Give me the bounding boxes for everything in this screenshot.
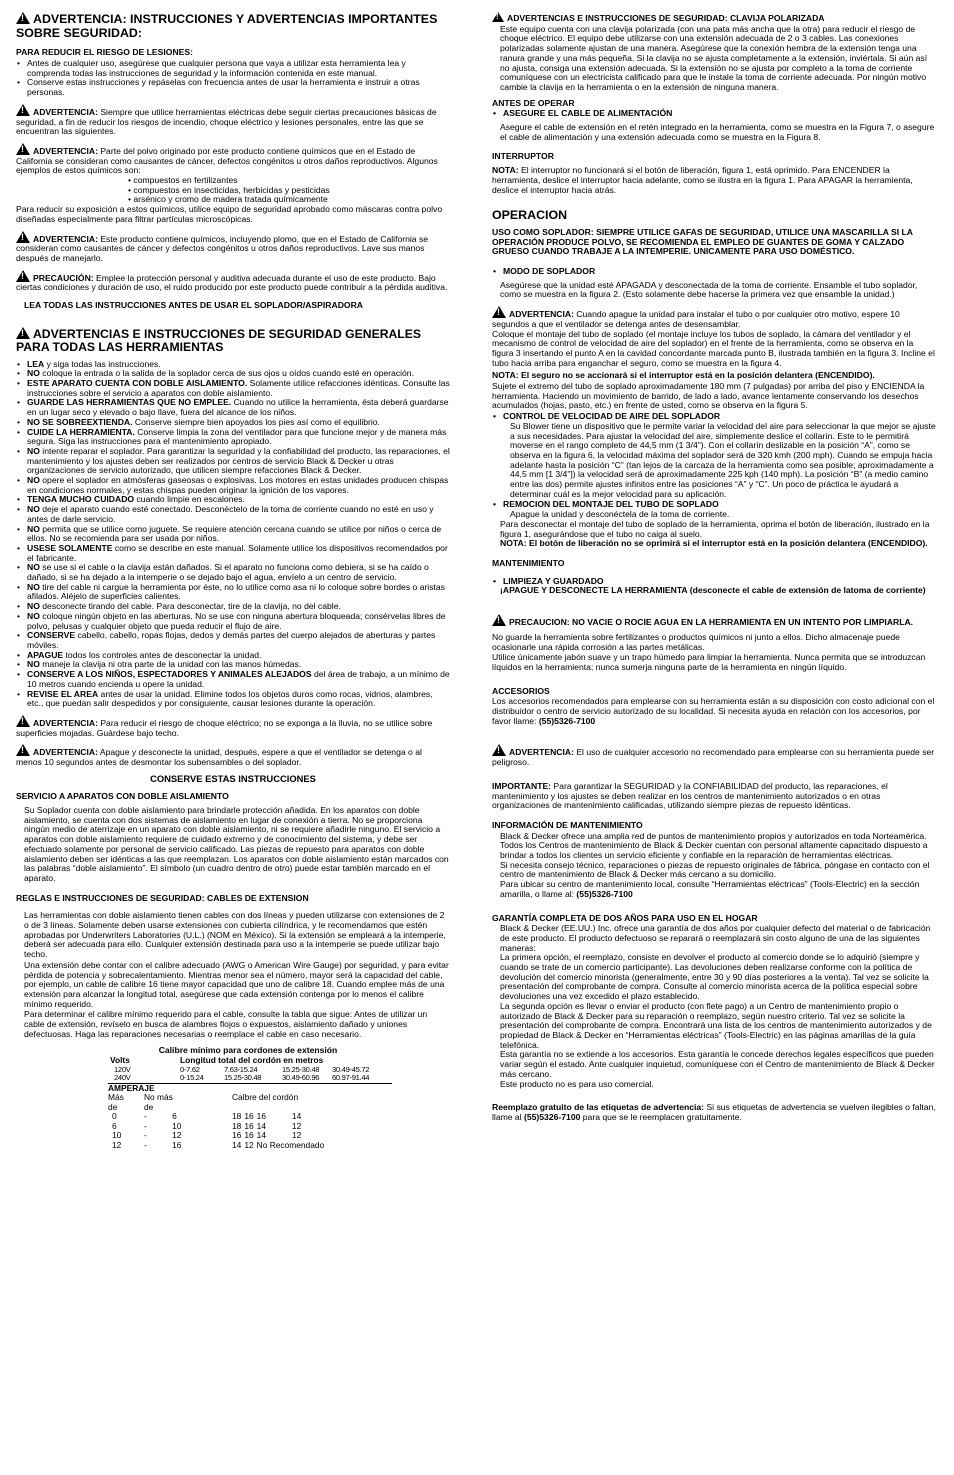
list-item: • NO maneje la clavija ni otra parte de la unidad con las manos húmedas. [16, 660, 450, 670]
list-item: • compuestos en fertilizantes [128, 175, 238, 186]
warning-2: !ADVERTENCIA: Parte del polvo originado por este producto contiene químicos que en el Estado de California se consideran como causantes de cáncer, defectos congénitos u otros daños reproductivos. Algunos ejemplos de estos químicos son: • compuestos en fertilizantes • compuestos en insecticidas, herbicidas y pesticidas • arsénico y cromo de madera tratada químicamente Para reducir su exposición a estos químicos, utilice equipo de seguridad aprobado como máscaras contra polvo diseñadas especialmente para filtrar partículas microscópicas. [16, 143, 450, 225]
table-cell: 30.49-45.72 [332, 1064, 370, 1074]
list-item: • compuestos en insecticidas, herbicidas y pesticidas [128, 184, 330, 195]
table-cell: 12 [291, 1130, 302, 1141]
table-cell: 16 [244, 1130, 254, 1141]
secure-cord-text: Asegure el cable de extensión en el retén integrado en la herramienta, como se muestra en la Figura 7, o asegure el cable de alimentación y una extensión adecuada como se muestra en la Figura 8. [500, 122, 935, 142]
list-item: • NO coloque la entrada o la salida de la soplador cerca de sus ojos u oídos cuando esté en operación. [16, 369, 450, 379]
read-all-notice: LEA TODAS LAS INSTRUCCIONES ANTES DE USAR EL SOPLADOR/ASPIRADORA [24, 300, 364, 311]
list-item: • LEA y siga todas las instrucciones. [16, 360, 450, 370]
warranty-title: GARANTÍA COMPLETA DE DOS AÑOS PARA USO EN EL HOGAR [492, 912, 758, 923]
gauge-label: Calbre del cordón [232, 1092, 299, 1103]
removal-text-2: Para desconectar el montaje del tubo de soplado de la herramienta, oprima el botón de liberación, ilustrado en la figura 1, asegurándose que el tubo no caiga al suelo. [500, 518, 930, 539]
table-cell: - [144, 1111, 147, 1122]
extension-cord-p1: Las herramientas con doble aislamiento tienen cables con dos líneas y pueden utilizarse con extensiones de 2 o de 3 líneas. Solamente deben usarse extensiones con cubierta cilíndrica, y le recomendamos que estén aprobadas por Underwriters Laboratories (U.L.) (NOM en México). Si la extensión se empleará a la intemperie, deberá ser adecuada para ello. Cualquier extensión destinada para uso a la intemperie se puede utilizar bajo techo. [24, 910, 446, 960]
general-warnings-list [16, 360, 450, 709]
table-cell: - [144, 1139, 147, 1150]
warning-3: !ADVERTENCIA: Este producto contiene químicos, incluyendo plomo, que en el Estado de California se consideran como causantes de cáncer y defectos congénitos u otros daños reproductivos. Lave sus manos después de manejarlo. [16, 231, 450, 264]
warranty-p5: Este producto no es para uso comercial. [500, 1078, 654, 1089]
table-cell: 6 [172, 1111, 177, 1122]
warranty-p3: La segunda opción es llevar o enviar el producto (con flete pago) a un Centro de mantenimiento propio o autorizado de Black & Decker para su reparación o reemplazo, según nuestro criterio. Tal vez se solicite la presentación del comprobante de compra. Encontrará una lista de los centros de mantenimiento autorizados y de propiedad de Black & Decker en “Herramientas eléctricas” (Tools-Electric) en las páginas amarillas de la guía telefónica. [500, 1000, 932, 1050]
table-cell [327, 1141, 330, 1150]
cleaning-title: • LIMPIEZA Y GUARDADO [492, 577, 936, 587]
blower-mode-title: • MODO DE SOPLADOR [492, 267, 936, 277]
speed-control-title: • CONTROL DE VELOCIDAD DE AIRE DEL SOPLADOR [492, 412, 936, 422]
table-cell: 0-7.62 [180, 1064, 200, 1074]
amperage-header: AMPERAJE [108, 1082, 155, 1093]
warning-2-after: Para reducir su exposición a estos químicos, utilice equipo de seguridad aprobado como máscaras contra polvo diseñadas especialmente para filtrar partículas microscópicas. [16, 204, 443, 224]
blower-mode-list [492, 267, 936, 277]
service-info-p3: Para ubicar su centro de mantenimiento local, consulte “Herramientas eléctricas” (Tools-Electric) en la sección amarilla, o llame al: (55)5326-7100 [500, 879, 920, 899]
table-cell: 15.25-30.48 [282, 1064, 320, 1074]
table-cell: 7.63-15.24 [224, 1064, 258, 1074]
table-cell: 16 [172, 1139, 182, 1150]
speed-control-list [492, 412, 936, 422]
list-item: • NO coloque ningún objeto en las aberturas. No se use con ninguna abertura bloqueada; consérvelas libres de polvo, pelusas y cualquier objeto que pueda reducir el flujo de aire. [16, 612, 450, 631]
double-insulation-title: SERVICIO A APARATOS CON DOBLE AISLAMIENTO [16, 791, 229, 802]
table-cell: 16 [256, 1111, 266, 1122]
warning-7: !ADVERTENCIA: El uso de cualquier accesorio no recomendado para emplearse con su herramienta puede ser peligroso. [492, 744, 936, 767]
table-cell: 14 [256, 1120, 266, 1131]
table-cell: 18 [232, 1120, 242, 1131]
cleaning-list [492, 577, 936, 587]
more-than-label: Más [108, 1092, 124, 1103]
list-item: • CUIDE LA HERRAMIENTA. Conserve limpia la zona del ventilador para que funcione mejor y de manera más segura. Siga las instrucciones para el mantenimiento apropiado. [16, 428, 450, 447]
accessories-text: Los accesorios recomendados para emplearse con su herramienta están a su disposición con costo adicional con el distribuidor o centro de servicio autorizado de su localidad. Si necesita ayuda en relación con los accesorios, por favor llame: (55)5326-7100 [492, 696, 935, 726]
extension-cord-p3: Para determinar el calibre mínimo requerido para el cable, consulte la tabla que sigue: Antes de utilizar un cable de extensión, revíselo en busca de alambres flojos o expuestos, aislamiento dañado y uniones defectuosas. Haga las reparaciones necesarias o reemplace el cable en caso necesario. [24, 1009, 428, 1039]
operation-heading: OPERACION [492, 208, 568, 223]
removal-note: NOTA: El botón de liberación no se oprimirá si el interruptor está en la posición delantera (ENCENDIDO). [500, 538, 928, 549]
warning-triangle-icon [16, 270, 30, 282]
warning-triangle-icon [492, 12, 504, 22]
assembly-text: Coloque el montaje del tubo de soplado (el montaje incluye los tubos de soplado, la cámara del ventilador y el mecanismo de control de velocidad de aire del soplador) en el frente de la herramienta, como se observa en la figura 3 insertando el punto A en la cavidad concordante marcada punto B, ilustrada también en la figura 3. Incline el tubo hacia arriba para enganchar el seguro, como se muestra en la figura 4. [492, 328, 935, 368]
storage-text: No guarde la herramienta sobre fertilizantes o productos químicos ni junto a ellos. Dicho almacenaje puede ocasionarle una rápida corrosión a las partes metálicas. [492, 631, 900, 652]
precaution-2: !PRECAUCION: NO VACIE O ROCIE AGUA EN LA HERRAMIENTA EN UN INTENTO POR LIMPIARLA. [492, 614, 936, 628]
table-cell: - [144, 1120, 147, 1131]
table-cell: 14 [291, 1111, 302, 1122]
list-item: • NO tire del cable ni cargue la herramienta por éste, no lo utilice como asa ni lo coloque sobre bordes o aristas afilados. Aléjelo de superficies calientes. [16, 583, 450, 602]
table-cell: 120V [114, 1064, 131, 1074]
list-item: • NO permita que se utilice como juguete. Se requiere atención cercana cuando se utilice por niños o cerca de ellos. No se recomienda para ser usada por niños. [16, 525, 450, 544]
table-cell: 16 [244, 1120, 254, 1131]
warning-triangle-icon [16, 744, 30, 756]
blower-mode-text: Asegúrese que la unidad esté APAGADA y desconectada de la toma de corriente. Ensamble el tubo soplador, como se muestra en la figura 2. (Esto solamente debe hacerse la primera vez que ensamble la unidad.) [500, 279, 918, 300]
table-cell: 14 [256, 1130, 266, 1141]
warning-triangle-icon [16, 104, 30, 116]
no-more-than-label: No más [144, 1092, 173, 1103]
warranty-p1: Black & Decker (EE.UU.) Inc. ofrece una garantía de dos años por cualquier defecto del material o de fabricación de este producto. El producto defectuoso se reparará o reemplazará sin costo alguno de una de las siguientes maneras: [500, 923, 931, 953]
list-item: • NO desconecte tirando del cable. Para desconectar, tire de la clavija, no del cable. [16, 602, 450, 612]
list-item: • USESE SOLAMENTE como se describe en este manual. Solamente utilice los dispositivos recomendados por el fabricante. [16, 544, 450, 563]
right-column [492, 12, 936, 1123]
double-insulation-section [16, 792, 450, 883]
warning-1: !ADVERTENCIA: Siempre que utilice herramientas eléctricas debe seguir ciertas precauciones básicas de seguridad, a fin de reducir los riesgos de incendio, choque eléctrico y lesiones personales, entre las que se encuentran las siguientes. [16, 104, 450, 137]
table-cell: 12 [244, 1139, 254, 1150]
double-insulation-text: Su Soplador cuenta con doble aislamiento para brindarle protección añadida. En los aparatos con doble aislamiento, se cuenta con dos sistemas de aislamiento en lugar de conexión a tierra. No se proporciona ningún medio de aterrizaje en un aparato con doble aislamiento, ni se requiere añadirle ninguno. El servicio a aparatos con doble aislamiento requiere de cuidado extremo y de conocimiento del sistema, y debe ser efectuado solamente por personal de servicio calificado. Las piezas de repuesto para aparatos con doble aislamiento deben ser idénticas a las que reemplazan. Los aparatos con doble aislamiento están marcados con las palabras “doble aislamiento”. El símbolo (un cuadro dentro de otro) puede estar también marcado en el aparato. [24, 805, 449, 883]
general-warnings-heading: !ADVERTENCIAS E INSTRUCCIONES DE SEGURIDAD GENERALES PARA TODAS LAS HERRAMIENTAS [16, 327, 450, 355]
warning-triangle-icon [492, 614, 506, 626]
table-cell: 60.97-91.44 [332, 1073, 370, 1083]
extension-cord-p2: Una extensión debe contar con el calibre adecuado (AWG o American Wire Gauge) por seguridad, y para evitar pérdida de potencia y sobrecalentamiento. Mientras menor sea el número, mayor será la capacidad del cable, por ejemplo, un cable de calibre 16 tiene mayor capacidad que uno de calibre 18. Cuando emplee más de una extensión para alcanzar la longitud total, asegúrese que cada extensión contenga por lo menos el calibre mínimo requerido. [24, 959, 449, 1009]
removal-list [492, 500, 936, 510]
list-item: • CONSERVE cabello, cabello, ropas flojas, dedos y demás partes del cuerpo alejados de aberturas y partes móviles. [16, 631, 450, 650]
table-cell: 6 [112, 1120, 117, 1131]
reduce-risk-list [16, 59, 450, 98]
before-operating-title: ANTES DE OPERAR [492, 97, 575, 108]
list-item: • NO opere el soplador en atmósferas gaseosas o explosivas. Los motores en estas unidades producen chispas en condiciones normales, y estas chispas pueden originar la ignición de los vapores. [16, 476, 450, 495]
polarized-plug-title: !ADVERTENCIAS E INSTRUCCIONES DE SEGURIDAD: CLAVIJA POLARIZADA [492, 12, 936, 24]
warranty-p4: Esta garantía no se extiende a los accesorios. Esta garantía le concede derechos legales específicos que pueden variar según el estado. Ante cualquier inquietud, comuníquese con el Centro de mantenimiento de Black & Decker más cercano. [500, 1049, 935, 1079]
extension-cord-section [16, 894, 450, 1040]
table-cell: - [144, 1130, 147, 1141]
blower-use-notice: USO COMO SOPLADOR: SIEMPRE UTILICE GAFAS DE SEGURIDAD, UTILICE UNA MASCARILLA SI LA OPERACIÓN PRODUCE POLVO, SE RECOMIENDA EL EMPLEO DE GUANTES DE GOMA Y CALZADO GRUESO CUANDO TRABAJE A LA INTEMPERIE. UNICAMENTE PARA USO DOMÉSTICO. [492, 226, 913, 257]
warning-4: !ADVERTENCIA: Para reducir el riesgo de choque eléctrico; no se exponga a la lluvia, no se utilice sobre superficies mojadas. Guárdese bajo techo. [16, 715, 450, 738]
table-cell: 14 [232, 1139, 242, 1150]
volts-header: Volts [110, 1055, 130, 1066]
length-header: Longitud total del cordón en metros [180, 1055, 324, 1066]
voltage-table [110, 1056, 372, 1083]
table-cell: 12 [291, 1120, 302, 1131]
warning-triangle-icon [16, 231, 30, 243]
table-cell: 240V [114, 1073, 131, 1083]
secure-cord-list [492, 109, 936, 119]
amperage-table: AMPERAJE Más de No más de Calbre del cordón 0 - 6 18 16 16 14 6 - 10 18 16 14 12 10 - 12 16 16 14 12 12 - 16 14 12 No Recomendado [108, 1084, 330, 1150]
conserve-heading: CONSERVE ESTAS INSTRUCCIONES [150, 772, 316, 784]
reduce-risk-title: PARA REDUCIR EL RIESGO DE LESIONES: [16, 47, 193, 58]
table-cell: 16 [232, 1130, 242, 1141]
service-info-title: INFORMACIÓN DE MANTENIMIENTO [492, 819, 643, 830]
removal-text-1: Apague la unidad y desconéctela de la toma de corriente. [510, 509, 730, 520]
list-item: • NO deje el aparato cuando esté conectado. Desconéctelo de la toma de corriente cuando no esté en uso y antes de darle servicio. [16, 505, 450, 524]
warning-triangle-icon [16, 12, 30, 24]
polarized-plug-text: Este equipo cuenta con una clavija polarizada (con una pata más ancha que la otra) para reducir el riesgo de choque eléctrico. El equipo debe utilizarse con una extensión adecuada de 2 o 3 cables. Las conexiones polarizadas solamente ajustan de una manera. Asegúrese que la conexión hembra de la extensión tenga una ranura grande y una más pequeña. Si la clavija no se ajusta completamente a la extensión, inviértala. Si aún así no ajusta, consiga una extensión adecuada. Si la extensión no se ajusta por completo a la toma de corriente comuníquese con un electricista calificado para que le instale la toma de corriente adecuada. Por ningún motivo cambie la clavija en la herramienta o en la extensión de ninguna manera. [500, 23, 928, 92]
table-cell: 12 [112, 1139, 122, 1150]
label-replacement: Reemplazo gratuito de las etiquetas de advertencia: Si sus etiquetas de advertencia se vuelven ilegibles o faltan, llame al (55)5326-7100 para que se le reemplacen gratuitamente. [492, 1102, 936, 1122]
list-item: • NO SE SOBREEXTIENDA. Conserve siempre bien apoyados los pies así como el equilibrio. [16, 418, 450, 428]
list-item: • Antes de cualquier uso, asegúrese que cualquier persona que vaya a utilizar esta herramienta lea y comprenda todas las instrucciones de seguridad y la información contenida en este manual. [16, 59, 450, 78]
table-row [108, 1141, 330, 1150]
list-item: • Conserve estas instrucciones y repáselas con frecuencia antes de usar la herramienta e instruir a otras personas. [16, 78, 450, 97]
hold-tube-text: Sujete el extremo del tubo de soplado aproximadamente 180 mm (7 pulgadas) por arriba del piso y ENCIENDA la herramienta. Haciendo un movimiento de barrido, de lado a lado, avance lentamente conservando los desechos acumulados (hojas, pasto, etc.) en frente de usted, como se observa en la figura 5. [492, 381, 925, 411]
table-cell: 30.49-60.96 [282, 1073, 320, 1083]
table-cell: No Recomendado [256, 1139, 325, 1150]
removal-title: • REMOCION DEL MONTAJE DEL TUBO DE SOPLADO [492, 500, 936, 510]
speed-control-text: Su Blower tiene un dispositivo que le permite variar la velocidad del aire para seleccionar la que mejor se ajuste a sus necesidades. Para ajustar la velocidad del aire, simplemente deslice el collarín. Este to le permitirá moverse en el rango completo de 44,5 mm (1 3/4"). Con el collarín deslizable en la posición “A”, como se observa en la figura 6, la velocidad máxima del soplador será de 320 kmh (200 mph). Cuando se empuja hacia adelante hasta la posición “C” (tan lejos de la carcaza de la herramienta como sea posible; aproximadamente a 44,5 mm [1 3/4"]) la velocidad será de aproximadamente 225 kph (140 mph). La posición “B” (a medio camino entre las dos) permite ajustes infinitos entre las posiciones “A” y “C”. Un poco de práctica le ayudará a determinar cuál es la mejor velocidad para su aplicación. [510, 420, 936, 499]
accessories-title: ACCESORIOS [492, 685, 550, 696]
cleaning-bold: ¡APAGUE Y DESCONECTE LA HERRAMIENTA (desconecte el cable de extensión de latoma de corriente) [500, 585, 926, 596]
list-item: • REVISE EL AREA antes de usar la unidad. Elimine todos los objetos duros como rocas, vidrios, alambres, etc., que puedan salir despedidos y por consiguiente, causar lesiones durante la operación. [16, 690, 450, 709]
list-item: • NO intente reparar el soplador. Para garantizar la seguridad y la confiabilidad del producto, las reparaciones, el mantenimiento y los ajustes deben ser realizados por centros de servicio Black & Decker u otras organizaciones de servicio autorizado, que utilicen siempre refacciones Black & Decker. [16, 447, 450, 476]
reduce-risk-section [16, 48, 450, 98]
precaution-1: !PRECAUCIÓN: Emplee la protección personal y auditiva adecuada durante el uso de este producto. Bajo ciertas condiciones y duración de uso, el ruido producido por este producto puede contribuir a la pérdida auditiva. [16, 270, 450, 293]
main-heading: !ADVERTENCIA: INSTRUCCIONES Y ADVERTENCIAS IMPORTANTES SOBRE SEGURIDAD: [16, 12, 450, 40]
table-title: Calibre mínimo para cordones de extensión [158, 1044, 338, 1055]
table-cell: 12 [172, 1130, 182, 1141]
list-item: • CONSERVE A LOS NIÑOS, ESPECTADORES Y ANIMALES ALEJADOS del área de trabajo, a un mínimo de 10 metros cuando encienda u opere la unidad. [16, 670, 450, 689]
warning-triangle-icon [16, 715, 30, 727]
latch-note: NOTA: El seguro no se accionará si el interruptor está en la posición delantera (ENCENDIDO). [492, 370, 875, 381]
cord-gauge-table [16, 1046, 450, 1151]
table-cell: 15.25-30.48 [224, 1073, 262, 1083]
left-column [16, 12, 450, 1150]
warning-6: !ADVERTENCIA: Cuando apague la unidad para instalar el tubo o por cualquier otro motivo, espere 10 segundos a que el ventilador se detenga antes de desensamblar. [492, 306, 936, 329]
list-item: • arsénico y cromo de madera tratada químicamente [128, 194, 328, 205]
table-cell: 0-15.24 [180, 1073, 204, 1083]
warning-triangle-icon [492, 744, 506, 756]
table-cell: 10 [112, 1130, 122, 1141]
warning-triangle-icon [16, 143, 30, 155]
service-info-p1: Black & Decker ofrece una amplia red de puntos de mantenimiento propios y autorizados en toda Norteamérica. Todos los Centros de mantenimiento de Black & Decker cuentan con personal altamente capacitado dispuesto a brindar a todos los clientes un servicio eficiente y confiable en la reparación de herramientas eléctricas. [500, 830, 928, 861]
table-cell: 10 [172, 1120, 182, 1131]
switch-text: NOTA: El interruptor no funcionará si el botón de liberación, figura 1, está oprimido. Para ENCENDER la herramienta, deslice el interruptor hacia adelante, como se ilustra en la figura 1. Para APAGAR la herramienta, deslice el interruptor hacia atrás. [492, 165, 913, 195]
list-item: • TENGA MUCHO CUIDADO cuando limpie en escalones. [16, 495, 450, 505]
extension-cord-title: REGLAS E INSTRUCCIONES DE SEGURIDAD: CABLES DE EXTENSION [16, 892, 309, 903]
cleaning-text: Utilice únicamente jabón suave y un trapo húmedo para limpiar la herramienta. Nunca permita que se introduzcan líquidos en la herramienta; nunca sumerja ninguna parte de la herramienta en ningún líquido. [492, 652, 926, 672]
chemicals-list [16, 176, 450, 205]
list-item: • ESTE APARATO CUENTA CON DOBLE AISLAMIENTO. Solamente utilice refacciones idénticas. Consulte las instrucciones sobre el servicio a aparatos con doble aislamiento. [16, 379, 450, 398]
switch-title: INTERRUPTOR [492, 151, 554, 162]
warning-5: !ADVERTENCIA: Apague y desconecte la unidad, después, espere a que el ventilador se detenga o al menos 10 segundos antes de desmontar los subensambles o del soplador. [16, 744, 450, 767]
important-notice: IMPORTANTE: Para garantizar la SEGURIDAD y la CONFIABILIDAD del producto, las reparaciones, el mantenimiento y los ajustes se deben realizar en los centros de mantenimiento autorizados o en otras organizaciones de mantenimiento calificadas, utilizando siempre piezas de repuesto idénticas. [492, 780, 888, 811]
warning-triangle-icon [492, 306, 506, 318]
list-item: • NO se use si el cable o la clavija están dañados. Si el aparato no funciona como debiera, si se ha caído o dañado, si se ha dejado a la intemperie o se dejado bajo el agua, envíelo a un centro de servicio. [16, 563, 450, 582]
list-item: • APAGUE todos los controles antes de desconectar la unidad. [16, 651, 450, 661]
polarized-plug-section [492, 12, 936, 93]
warning-triangle-icon [16, 327, 30, 339]
table-cell: 18 [232, 1111, 242, 1122]
maintenance-title: MANTENIMIENTO [492, 557, 565, 568]
table-cell: 16 [244, 1111, 254, 1122]
table-cell: 0 [112, 1111, 117, 1122]
list-item: • GUARDE LAS HERRAMIENTAS QUE NO EMPLEE. Cuando no utilice la herramienta, ésta deberá guardarse en un lugar seco y elevado o bajo llave, fuera del alcance de los niños. [16, 398, 450, 417]
service-info-p2: Si necesita consejo técnico, reparaciones o piezas de repuesto originales de fábrica, póngase en contacto con el centro de mantenimiento de Black & Decker más cercano a su domicilio. [500, 859, 930, 880]
secure-cord-title: • ASEGURE EL CABLE DE ALIMENTACIÓN [492, 109, 936, 119]
warranty-p2: La primera opción, el reemplazo, consiste en devolver el producto al comercio donde se lo adquirió (siempre y cuando se trate de un comercio participante). Las devoluciones deben realizarse conforme con la política de devolución del comercio minorista (generalmente, entre 30 y 90 días posteriores a la venta). Tal vez se solicite la presentación del comprobante de compra. Consulte al comercio minorista acerca de la política especial sobre devoluciones una vez excedido el plazo establecido. [500, 952, 929, 1002]
